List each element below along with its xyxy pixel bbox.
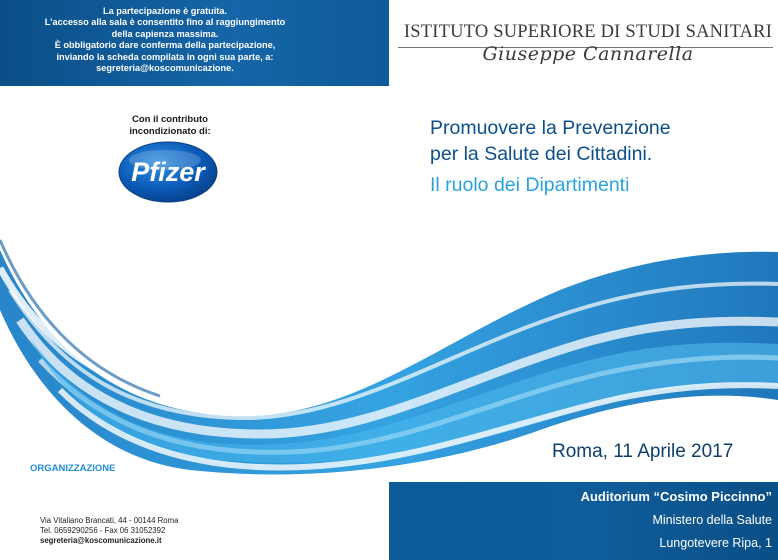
- info-line: segreteria@koscomunicazione.: [96, 63, 234, 74]
- organization-contacts: [40, 516, 178, 546]
- venue-ministry: Ministero della Salute: [652, 513, 772, 527]
- contributor-label-line: Con il contributo: [132, 114, 208, 125]
- organization-phone: Tel. 0659290256 - Fax 06 31052392: [40, 526, 166, 535]
- institute-name: ISTITUTO SUPERIORE DI STUDI SANITARI: [403, 22, 773, 42]
- pfizer-logo-text: Pfizer: [131, 157, 205, 187]
- title-line-1: Promuovere la Prevenzione: [430, 117, 671, 139]
- institute-subname: Giuseppe Cannarella: [482, 43, 694, 65]
- contributor-label: [100, 114, 240, 137]
- info-line: della capienza massima.: [111, 28, 219, 39]
- event-date: Roma, 11 Aprile 2017: [552, 441, 734, 462]
- organization-label: ORGANIZZAZIONE: [30, 463, 116, 474]
- title-line-2: per la Salute dei Cittadini.: [430, 143, 653, 165]
- venue-name: Auditorium “Cosimo Piccinno”: [580, 489, 772, 504]
- venue-address: Lungotevere Ripa, 1: [659, 536, 772, 550]
- pfizer-logo: [117, 140, 219, 209]
- info-line: inviando la scheda compilata in ogni sua parte, a:: [56, 51, 274, 62]
- contributor-label-line: incondizionato di:: [129, 125, 211, 137]
- info-line: È obbligatorio dare conferma della partecipazione,: [54, 40, 276, 51]
- pfizer-logo-icon: [117, 140, 219, 204]
- info-box: [0, 0, 389, 86]
- organization-email[interactable]: segreteria@koscomunicazione.it: [40, 536, 162, 545]
- info-line: L'accesso alla sala è consentito fino al raggiungimento: [44, 17, 286, 28]
- info-line: La partecipazione è gratuita.: [102, 6, 228, 16]
- organization-address: Via Vitaliano Brancati, 44 - 00144 Roma: [40, 516, 179, 525]
- subtitle: Il ruolo dei Dipartimenti: [430, 174, 630, 196]
- info-text: [0, 6, 330, 74]
